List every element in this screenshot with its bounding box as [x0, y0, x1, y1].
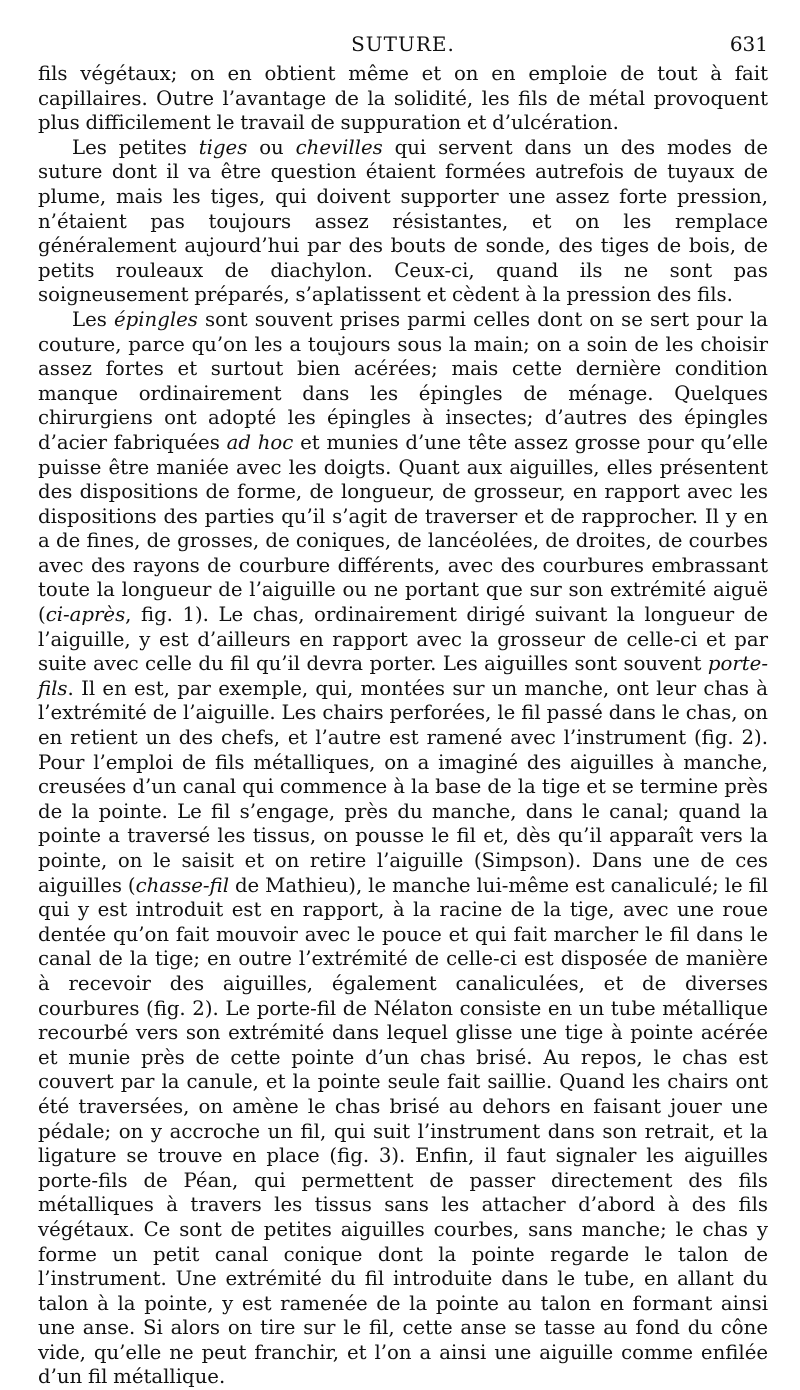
italic-term: tiges	[198, 135, 248, 159]
text-run: de Mathieu), le manche lui-même est canaliculé; le fil qui y est introduit est en rapport, à la racine de la tige, avec une roue dentée qu’on fait mouvoir avec le pouce et qui fait marcher le fil dans le canal de la tige; en outre l’extrémité de celle-ci est disposée de manière à recevoir des aiguilles, également canaliculées, et de diverses courbures (fig. 2). Le porte-fil de Nélaton consiste en un tube métallique recourbé vers son extrémité dans lequel glisse une tige à pointe acérée et munie près de cette pointe d’un chas brisé. Au repos, le chas est couvert par la canule, et la pointe seule fait saillie. Quand les chairs ont été traversées, on amène le chas brisé au dehors en faisant jouer une pédale; on y accroche un fil, qui suit l’instrument dans son retrait, et la ligature se trouve en place (fig. 3). Enfin, il faut signaler les aiguilles porte-fils de Péan, qui permettent de passer directement des fils métalliques à travers les tissus sans les attacher d’abord à des fils végétaux. Ce sont de petites aiguilles courbes, sans manche; le chas y forme un petit canal conique dont la pointe regarde le talon de l’instrument. Une extrémité du fil introduite dans le tube, en allant du talon à la pointe, y est ramenée de la pointe au talon en formant ainsi une anse. Si alors on tire sur le fil, cette anse se tasse au fond du cône vide, qu’elle ne peut franchir, et l’on a ainsi une aiguille comme enfilée d’un fil métallique.	[38, 873, 768, 1389]
text-run: et munies d’une tête assez grosse pour qu’elle puisse être maniée avec les doigts. Quant aux aiguilles, elles présentent des dispositions de forme, de longueur, de grosseur, en rapport avec les dispositions des parties qu’il s’agit de traverser et de rapprocher. Il y en a de fines, de grosses, de coniques, de lancéolées, de droites, de courbes avec des rayons de courbure différents, avec des courbures embrassant toute la longueur de l’aiguille ou ne portant que sur son extrémité aiguë (	[38, 430, 768, 627]
page-number: 631	[729, 32, 768, 56]
body-text	[38, 62, 768, 1390]
text-run: . Il en est, par exemple, qui, montées sur un manche, ont leur chas à l’extrémité de l’aiguille. Les chairs perforées, le fil passé dans le chas, on en retient un des chefs, et l’autre est ramené avec l’instrument (fig. 2). Pour l’emploi de fils métalliques, on a imaginé des aiguilles à manche, creusées d’un canal qui commence à la base de la tige et se termine près de la pointe. Le fil s’engage, près du manche, dans le canal; quand la pointe a traversé les tissus, on pousse le fil et, dès qu’il apparaît vers la pointe, on le saisit et on retire l’aiguille (Simpson). Dans une de ces aiguilles (	[38, 676, 768, 897]
italic-term: chevilles	[295, 135, 383, 159]
italic-term: épingles	[113, 307, 198, 331]
text-run: , fig. 1). Le chas, ordinairement dirigé suivant la longueur de l’aiguille, y est d’ailleurs en rapport avec la grosseur de celle-ci et par suite avec celle du fil qu’il devra porter. Les aiguilles sont souvent	[38, 603, 768, 676]
text-run: ou	[247, 135, 296, 159]
text-run: fils végétaux; on en obtient même et on en emploie de tout à fait capillaires. Outre l’avantage de la solidité, les fils de métal provoquent plus difficilement le travail de suppuration et d’ulcération.	[38, 62, 768, 135]
italic-term: chasse-fil	[135, 873, 229, 897]
running-head-title: SUTURE.	[351, 32, 455, 56]
document-page	[38, 22, 768, 1390]
text-run: Les	[72, 307, 114, 331]
italic-term: porte-fils	[38, 652, 768, 700]
paragraph	[38, 308, 768, 1390]
text-run: qui servent dans un des modes de suture dont il va être question étaient formées autrefois de tuyaux de plume, mais les tiges, qui doivent supporter une assez forte pression, n’étaient pas toujours assez résistantes, et on les remplace généralement aujourd’hui par des bouts de sonde, des tiges de bois, de petits rouleaux de diachylon. Ceux-ci, quand ils ne sont pas soigneusement préparés, s’aplatissent et cèdent à la pression des fils.	[38, 135, 768, 307]
running-head	[38, 22, 768, 62]
paragraph	[38, 136, 768, 308]
paragraph	[38, 62, 768, 136]
text-run: sont souvent prises parmi celles dont on se sert pour la couture, parce qu’on les a toujours sous la main; on a soin de les choisir assez fortes et surtout bien acérées; mais cette dernière condition manque ordinairement dans les épingles de ménage. Quelques chirurgiens ont adopté les épingles à insectes; d’autres des épingles d’acier fabriquées	[38, 307, 768, 454]
italic-term: ad hoc	[226, 430, 294, 454]
text-run: Les petites	[72, 135, 199, 159]
italic-term: ci-après	[45, 603, 126, 627]
